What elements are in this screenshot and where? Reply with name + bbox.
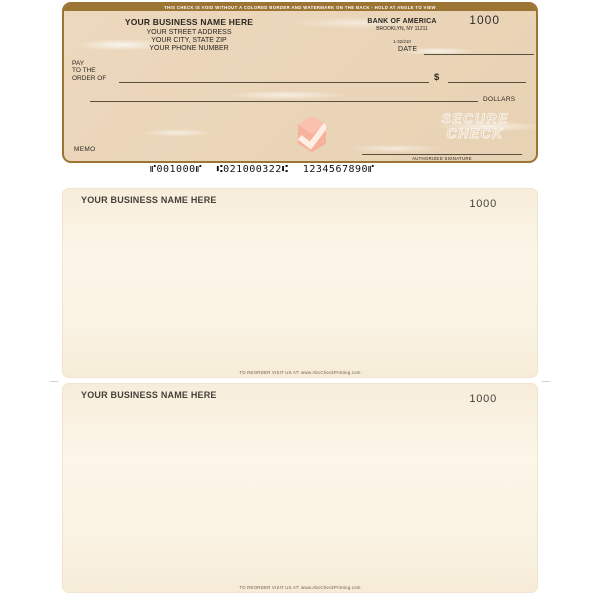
signature-line bbox=[362, 154, 522, 155]
watermark-line-2: CHECK bbox=[446, 125, 504, 141]
pay-line-3: ORDER OF bbox=[72, 74, 107, 82]
payer-name: YOUR BUSINESS NAME HERE bbox=[124, 17, 254, 27]
bank-city: BROOKLYN, NY 11211 bbox=[376, 26, 428, 32]
written-amount-line bbox=[90, 101, 478, 102]
dollars-label: DOLLARS bbox=[483, 96, 516, 103]
secure-check-hexagon-icon bbox=[295, 115, 329, 153]
stub-business-name: YOUR BUSINESS NAME HERE bbox=[81, 195, 217, 205]
perforation-mark-left bbox=[50, 381, 58, 382]
stub-check-number: 1000 bbox=[469, 393, 497, 405]
check-stub-2 bbox=[62, 383, 538, 593]
check-stub-1 bbox=[62, 188, 538, 378]
payer-street: YOUR STREET ADDRESS bbox=[146, 29, 232, 36]
stub-check-number: 1000 bbox=[469, 198, 497, 210]
bank-name: BANK OF AMERICA bbox=[367, 18, 437, 25]
authorized-signature-label: AUTHORIZED SIGNATURE bbox=[412, 156, 472, 161]
micr-line: ⑈001000⑈ ⑆021000322⑆ 1234567890⑈ bbox=[150, 164, 375, 175]
payer-block bbox=[114, 17, 264, 53]
pay-to-order-label bbox=[72, 60, 106, 82]
stub-business-name: YOUR BUSINESS NAME HERE bbox=[81, 390, 217, 400]
date-label: DATE bbox=[398, 46, 418, 53]
watermark-line-1: SECURE bbox=[441, 110, 509, 126]
bank-block bbox=[332, 18, 472, 44]
reorder-notice: TO REORDER VISIT US AT: www.AbcCheckPrinting.com bbox=[239, 585, 361, 590]
bank-fraction: 1-32/210 bbox=[393, 39, 411, 44]
pay-line-2: TO THE bbox=[72, 67, 96, 75]
pay-line-1: PAY bbox=[72, 60, 85, 67]
amount-line bbox=[448, 82, 526, 83]
secure-check-watermark bbox=[410, 111, 538, 141]
payee-line bbox=[119, 82, 429, 83]
memo-label: MEMO bbox=[74, 146, 96, 153]
reorder-notice: TO REORDER VISIT US AT: www.AbcCheckPrinting.com bbox=[239, 370, 361, 375]
payer-city: YOUR CITY, STATE ZIP bbox=[151, 37, 227, 44]
void-notice-text: THIS CHECK IS VOID WITHOUT A COLORED BORDER AND WATERMARK ON THE BACK - HOLD AT ANGLE TO VIEW bbox=[164, 5, 436, 10]
payer-phone: YOUR PHONE NUMBER bbox=[149, 45, 229, 52]
date-line bbox=[424, 54, 534, 55]
perforation-mark-right bbox=[542, 381, 550, 382]
check-number: 1000 bbox=[469, 13, 500, 27]
check bbox=[62, 2, 538, 163]
void-notice-bar bbox=[64, 4, 536, 11]
dollar-sign: $ bbox=[434, 72, 440, 83]
